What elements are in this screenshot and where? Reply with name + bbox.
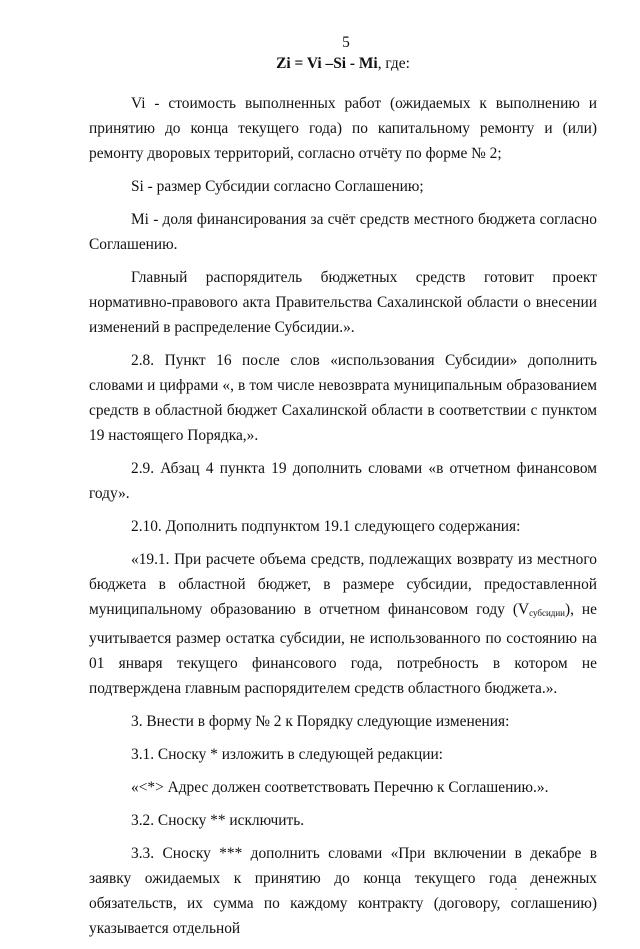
formula <box>89 53 597 75</box>
paragraph-2-10: 2.10. Дополнить подпунктом 19.1 следующего содержания: <box>131 518 521 535</box>
quote-text-before: «19.1. При расчете объема средств, подлежащих возврату из местного бюджета в областной бюджет, в размере субсидии, предоставленной муниципальному образованию в отчетном финансовом году (V <box>89 551 597 618</box>
paragraph-3-3: 3.3. Сноску *** дополнить словами «При включении в декабре в заявку ожидаемых к принятию до конца текущего года денежных обязательств, их сумма по каждому контракту (договору, соглашению) указывается отдельной <box>89 845 597 937</box>
paragraph-main-distributor: Главный распорядитель бюджетных средств готовит проект нормативно-правового акта Правительства Сахалинской области о внесении изменений в распределение Субсидии.». <box>89 269 597 336</box>
paragraph-vi-definition: Vi - стоимость выполненных работ (ожидаемых к выполнению и принятию до конца текущего года) по капитальному ремонту и (или) ремонту дворовых территорий, согласно отчёту по форме № 2; <box>89 95 597 162</box>
quote-text-after: ), не учитывается размер остатка субсидии, не использованного по состоянию на 01 января текущего финансового года, потребность в котором не подтверждена главным распорядителем средств областного бюджета.». <box>89 601 597 697</box>
formula-main: Zi = Vi –Si - Mi <box>276 55 378 72</box>
paragraph-si-definition: Si - размер Субсидии согласно Соглашению; <box>131 178 424 195</box>
paragraph-2-9: 2.9. Абзац 4 пункта 19 дополнить словами «в отчетном финансовом году». <box>89 460 597 502</box>
paragraph-19-1-quote <box>89 547 597 701</box>
paragraph-2-8: 2.8. Пункт 16 после слов «использования Субсидии» дополнить словами и цифрами «, в том числе невозврата муниципальным образованием средств в областной бюджет Сахалинской области в соответствии с пунктом 19 настоящего Порядка,». <box>89 352 597 444</box>
formula-tail: , где: <box>377 55 410 72</box>
paragraph-3-1: 3.1. Сноску * изложить в следующей редакции: <box>131 746 443 763</box>
page-number: 5 <box>342 34 350 51</box>
paragraph-3: 3. Внести в форму № 2 к Порядку следующие изменения: <box>131 713 510 730</box>
quote-subscript: субсидии <box>529 608 565 618</box>
paragraph-mi-definition: Mi - доля финансирования за счёт средств местного бюджета согласно Соглашению. <box>89 211 597 253</box>
paragraph-3-2: 3.2. Сноску ** исключить. <box>131 812 305 829</box>
scan-speck <box>515 888 517 890</box>
document-page <box>89 33 597 949</box>
paragraph-footnote-text: «<*> Адрес должен соответствовать Перечню к Соглашению.». <box>131 779 549 796</box>
